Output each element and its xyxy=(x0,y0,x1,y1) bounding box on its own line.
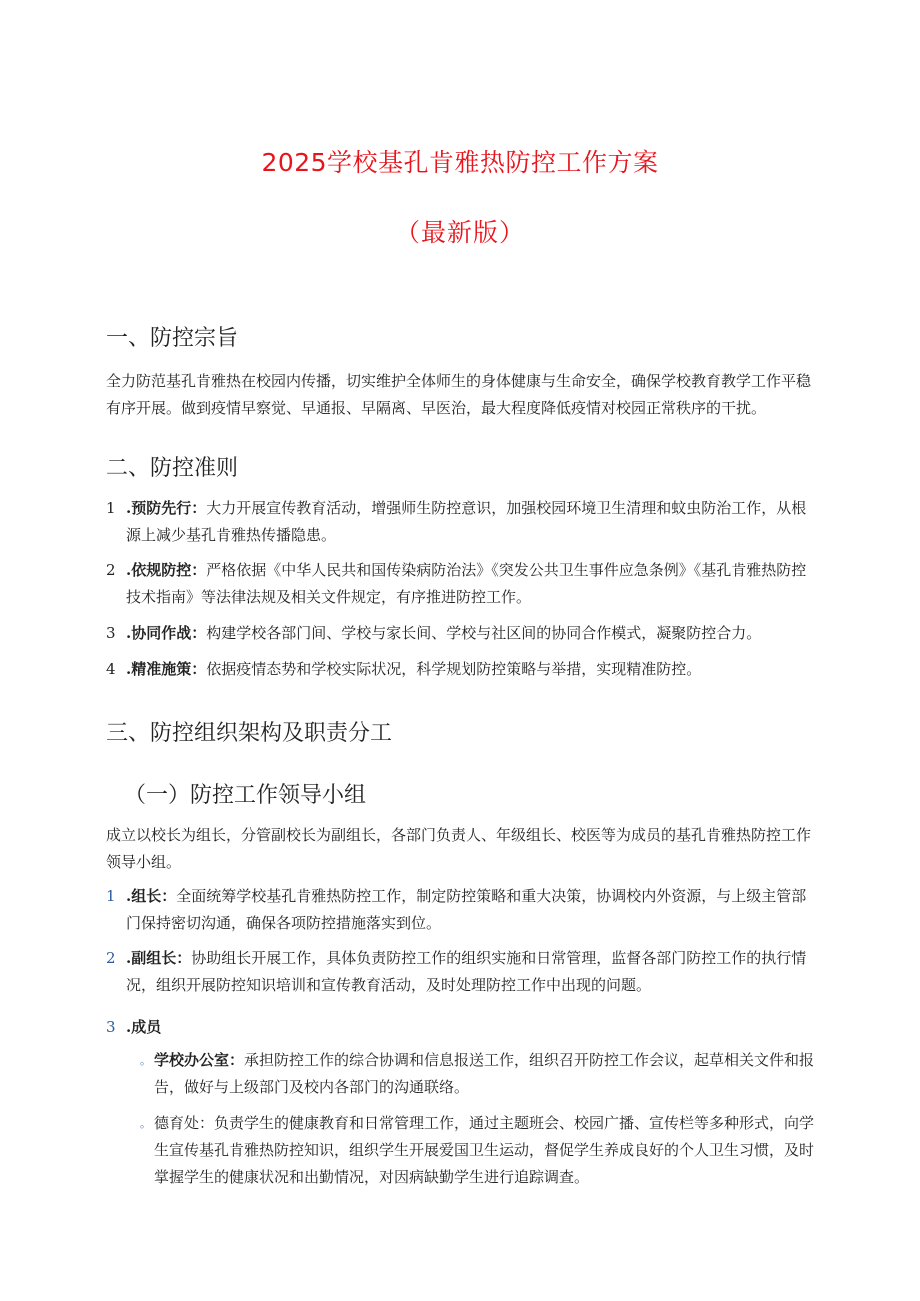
principle-item-1 xyxy=(106,495,818,549)
item-text: 依据疫情态势和学校实际状况，科学规划防控策略与举措，实现精准防控。 xyxy=(206,660,702,678)
section1-heading: 一、防控宗旨 xyxy=(106,326,239,351)
item-text: 大力开展宣传教育活动，增强师生防控意识，加强校园环境卫生清理和蚊虫防治工作，从根源上减少基孔肯雅热传播隐患。 xyxy=(126,499,807,544)
role-item-2 xyxy=(106,945,818,999)
principle-item-3 xyxy=(106,620,818,647)
list-number: 3 xyxy=(106,1018,116,1036)
list-number: 1 xyxy=(106,499,116,517)
list-number: 3 xyxy=(106,624,116,642)
item-label: .预防先行： xyxy=(126,499,207,517)
section2-heading: 二、防控准则 xyxy=(106,456,239,481)
principle-item-2 xyxy=(106,557,818,611)
item-label: .精准施策： xyxy=(126,660,207,678)
member-text: 德育处：负责学生的健康教育和日常管理工作，通过主题班会、校园广播、宣传栏等多种形式，向学生宣传基孔肯雅热防控知识，组织学生开展爱国卫生运动，督促学生养成良好的个人卫生习惯，及时掌握学生的健康状况和出勤情况，对因病缺勤学生进行追踪调查。 xyxy=(154,1114,815,1186)
subsection1-paragraph: 成立以校长为组长，分管副校长为副组长，各部门负责人、年级组长、校医等为成员的基孔肯雅热防控工作领导小组。 xyxy=(106,826,812,871)
item-text: 协助组长开展工作，具体负责防控工作的组织实施和日常管理，监督各部门防控工作的执行情况，组织开展防控知识培训和宣传教育活动，及时处理防控工作中出现的问题。 xyxy=(126,949,807,994)
item-label: .依规防控： xyxy=(126,561,207,579)
item-text: 严格依据《中华人民共和国传染病防治法》《突发公共卫生事件应急条例》《基孔肯雅热防控技术指南》等法律法规及相关文件规定，有序推进防控工作。 xyxy=(126,561,807,606)
section1-paragraph: 全力防范基孔肯雅热在校园内传播，切实维护全体师生的身体健康与生命安全，确保学校教育教学工作平稳有序开展。做到疫情早察觉、早通报、早隔离、早医治，最大程度降低疫情对校园正常秩序的干扰。 xyxy=(106,372,812,417)
role-item-1 xyxy=(106,883,818,937)
list-number: 4 xyxy=(106,660,116,678)
principle-item-4 xyxy=(106,656,818,683)
item-label: .协同作战： xyxy=(126,624,207,642)
member-item-office xyxy=(140,1047,820,1101)
bullet-icon: 。 xyxy=(140,1054,151,1067)
member-item-moral-education xyxy=(140,1110,820,1191)
member-label: 学校办公室： xyxy=(154,1051,245,1069)
item-text: 构建学校各部门间、学校与家长间、学校与社区间的协同合作模式，凝聚防控合力。 xyxy=(206,624,762,642)
member-text: 承担防控工作的综合协调和信息报送工作，组织召开防控工作会议，起草相关文件和报告，做好与上级部门及校内各部门的沟通联络。 xyxy=(154,1051,815,1096)
item-label: .成员 xyxy=(126,1018,162,1036)
item-text: 全面统筹学校基孔肯雅热防控工作，制定防控策略和重大决策，协调校内外资源，与上级主管部门保持密切沟通，确保各项防控措施落实到位。 xyxy=(126,887,807,932)
document-subtitle: （最新版） xyxy=(394,218,525,247)
bullet-icon: 。 xyxy=(140,1117,151,1130)
list-number: 1 xyxy=(106,887,116,905)
role-item-3 xyxy=(106,1014,818,1041)
subsection1-heading: （一）防控工作领导小组 xyxy=(124,783,367,808)
document-title: 2025学校基孔肯雅热防控工作方案 xyxy=(261,148,659,177)
list-number: 2 xyxy=(106,949,116,967)
item-label: .副组长： xyxy=(126,949,192,967)
section3-heading: 三、防控组织架构及职责分工 xyxy=(106,721,393,746)
list-number: 2 xyxy=(106,561,116,579)
item-label: .组长： xyxy=(126,887,177,905)
